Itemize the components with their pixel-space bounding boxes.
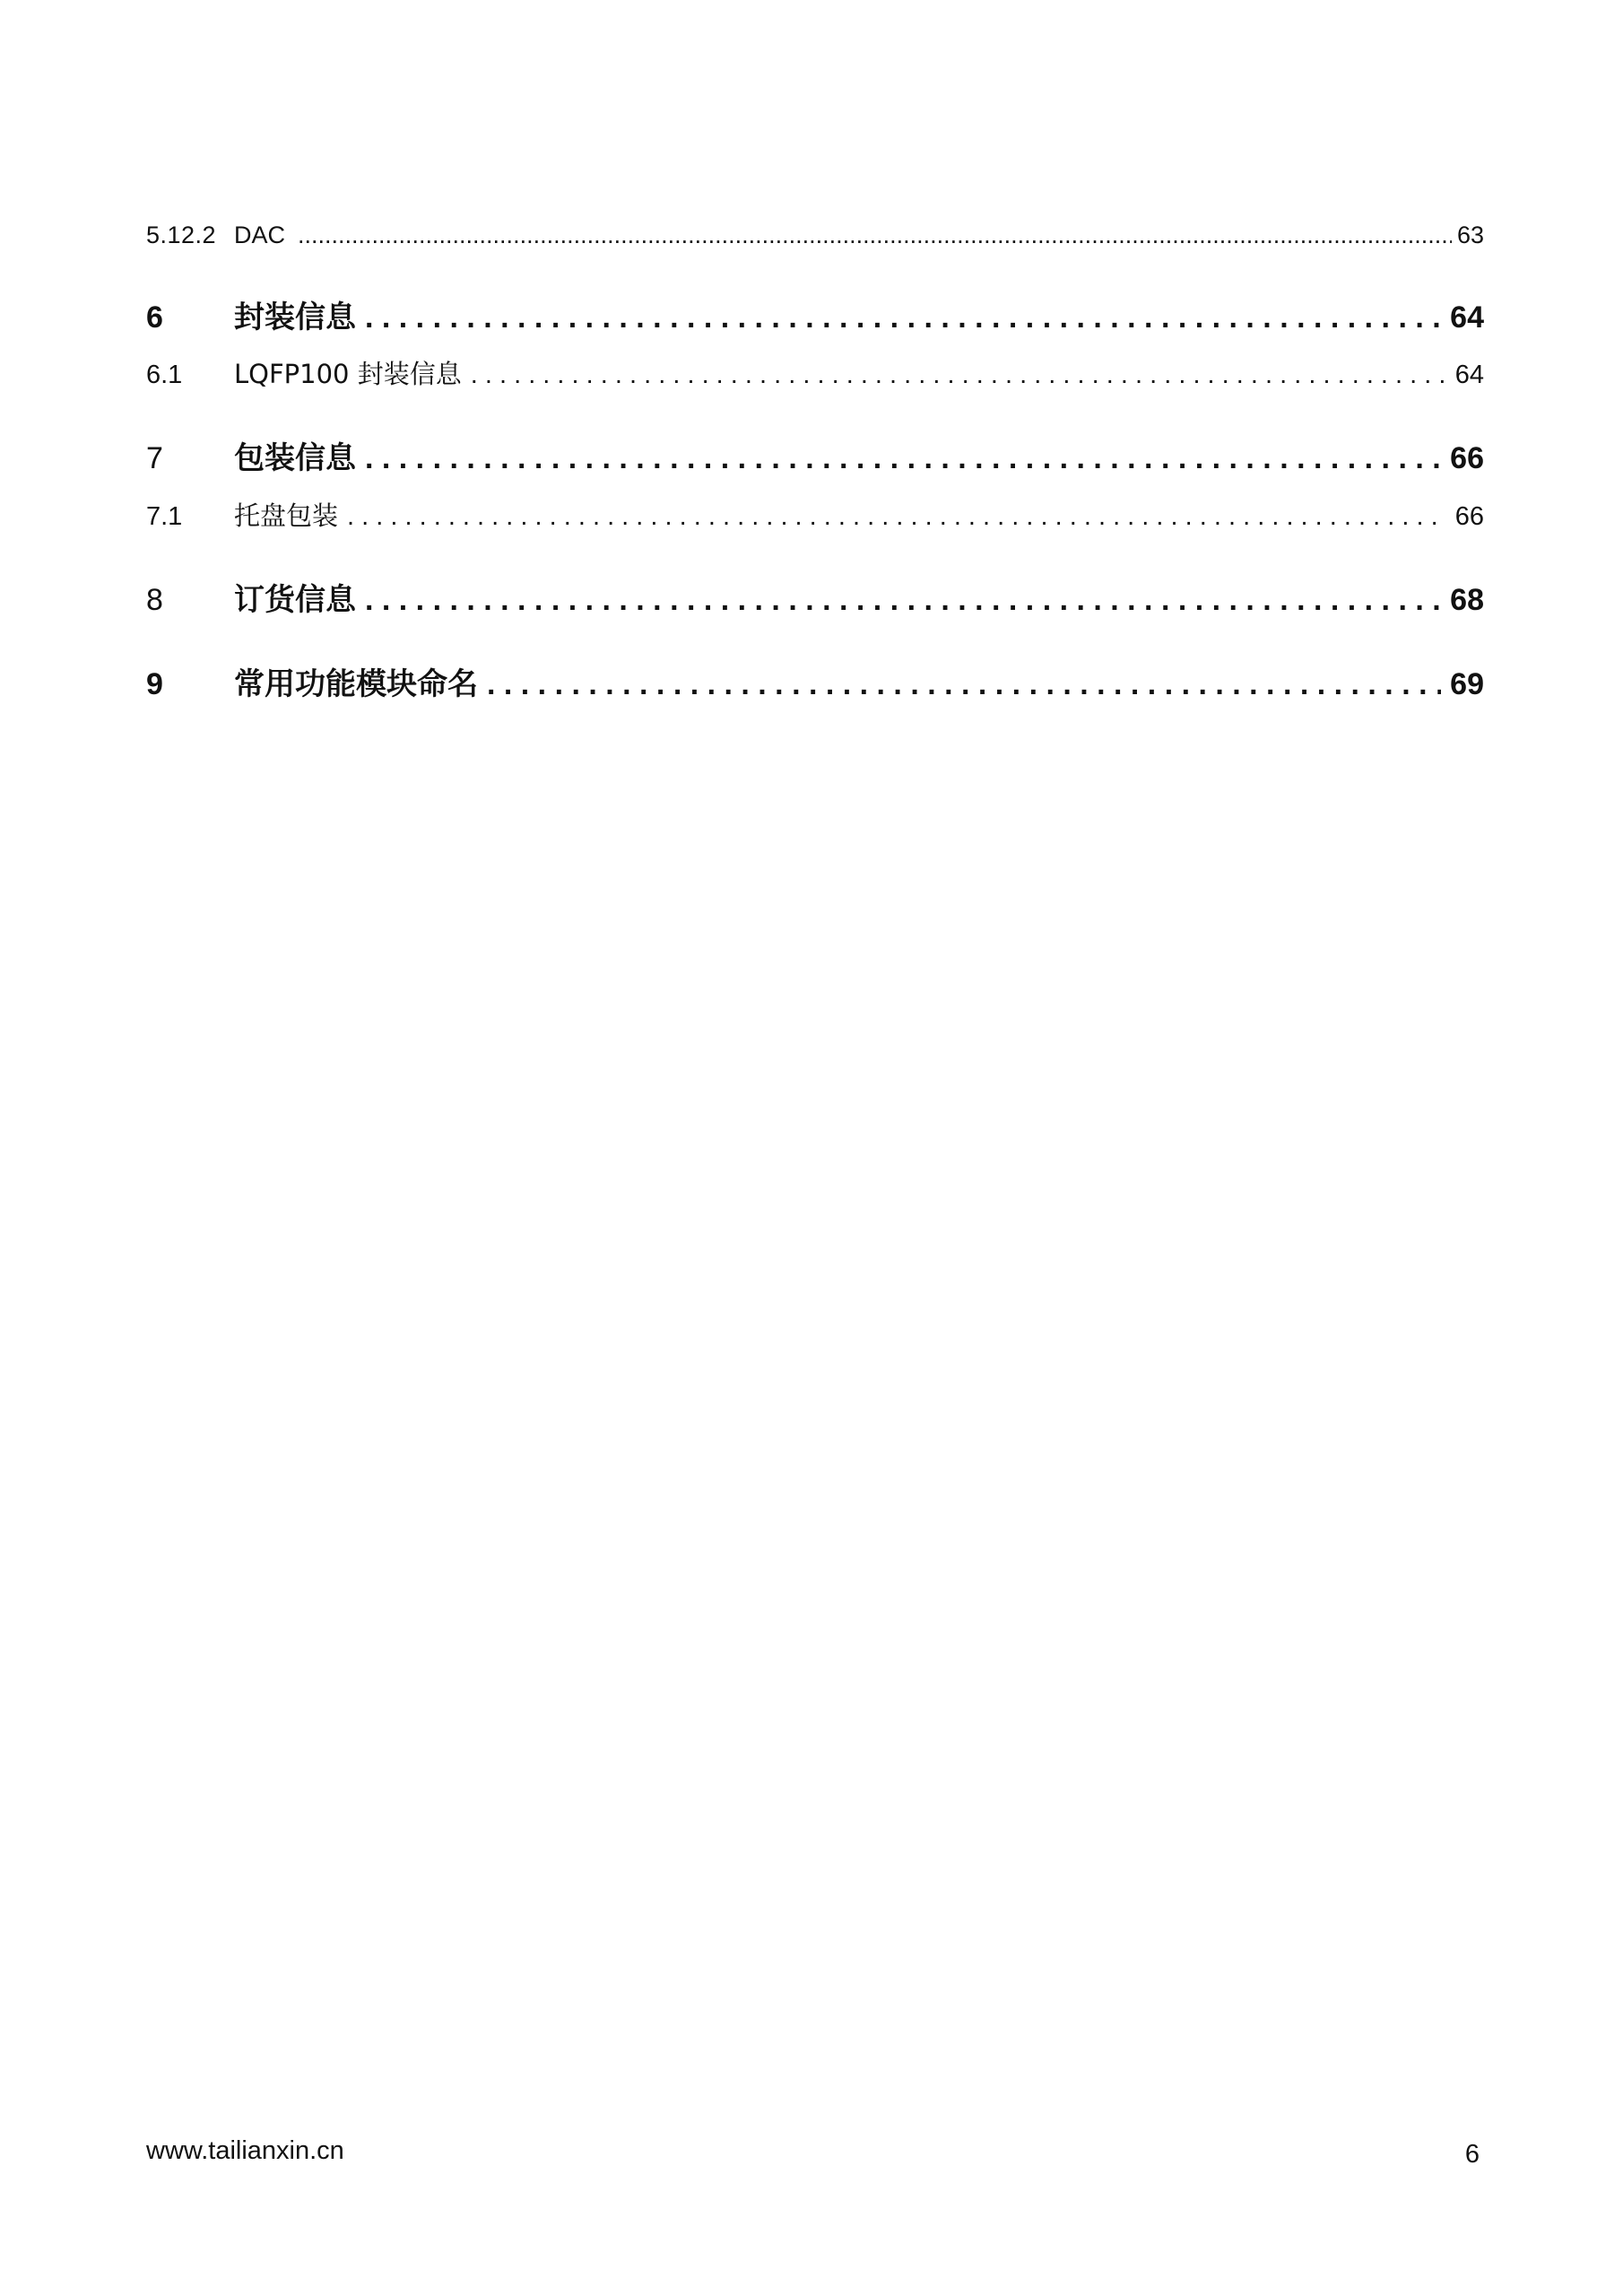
toc-entry-title: 托盘包装 xyxy=(234,500,339,531)
toc-entry-page: 64 xyxy=(1450,300,1484,335)
toc-entry-title: DAC xyxy=(234,222,286,248)
toc-entry-page: 63 xyxy=(1456,222,1484,248)
toc-entry-title: LQFP100 封装信息 xyxy=(234,359,462,389)
toc-entry-number: 7.1 xyxy=(146,502,183,531)
toc-dot-leader xyxy=(487,667,1441,702)
toc-entry-number: 8 xyxy=(146,583,163,617)
toc-dot-leader xyxy=(365,583,1441,618)
toc-entry-page: 68 xyxy=(1450,583,1484,617)
toc-entry-page: 64 xyxy=(1454,361,1484,389)
toc-entry-page: 66 xyxy=(1450,441,1484,475)
toc-dot-leader xyxy=(365,300,1441,335)
toc-entry-5-12-2[interactable] xyxy=(146,222,1484,249)
toc-dot-leader xyxy=(298,222,1452,249)
toc-entry-number: 6 xyxy=(146,300,163,335)
toc-dot-leader xyxy=(347,502,1446,532)
toc-entry-number: 9 xyxy=(146,667,163,701)
toc-entry-8[interactable] xyxy=(146,575,1484,619)
toc-entry-number: 6.1 xyxy=(146,361,183,389)
toc-entry-number: 7 xyxy=(146,441,163,475)
toc-entry-page: 66 xyxy=(1454,502,1484,531)
footer-website[interactable]: www.tailianxin.cn xyxy=(146,2136,344,2165)
toc-entry-title: 包装信息 xyxy=(234,440,356,476)
toc-entry-number: 5.12.2 xyxy=(146,222,217,248)
toc-dot-leader xyxy=(471,361,1446,390)
toc-entry-7-1[interactable] xyxy=(146,496,1484,533)
toc-entry-title: 常用功能模块命名 xyxy=(234,666,478,702)
toc-entry-page: 69 xyxy=(1450,667,1484,701)
toc-entry-6-1[interactable] xyxy=(146,354,1484,391)
toc-entry-title: 封装信息 xyxy=(234,300,356,335)
toc-entry-6[interactable] xyxy=(146,292,1484,336)
toc-entry-title: 订货信息 xyxy=(234,582,356,618)
toc-dot-leader xyxy=(365,441,1441,476)
footer-page-number: 6 xyxy=(1464,2140,1480,2169)
toc-entry-7[interactable] xyxy=(146,433,1484,477)
toc-entry-9[interactable] xyxy=(146,659,1484,703)
